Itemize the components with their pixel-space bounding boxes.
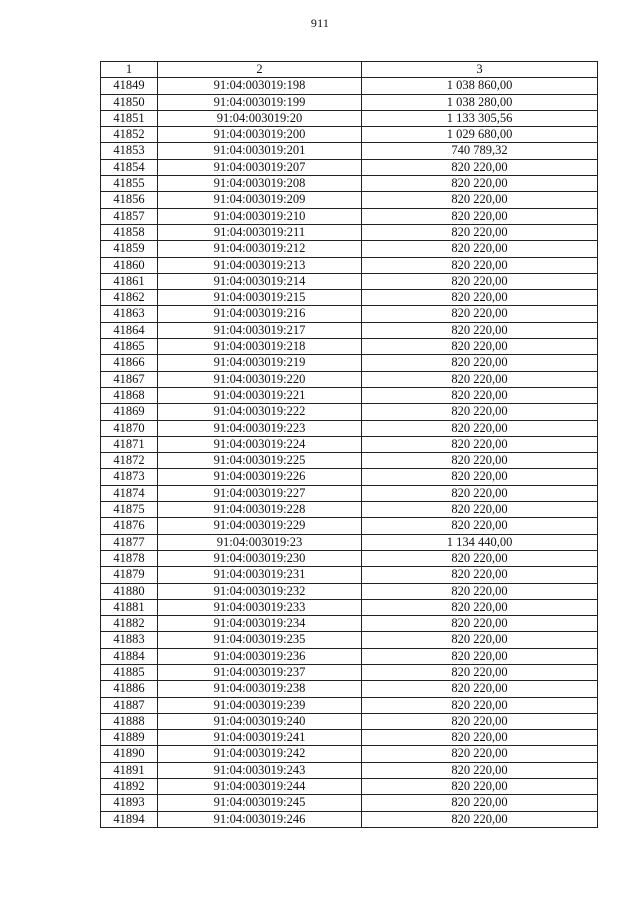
table-row	[101, 795, 598, 811]
row-number-cell: 41869	[101, 404, 158, 420]
table-row	[101, 110, 598, 126]
column-header-1: 1	[101, 62, 158, 78]
value-cell: 1 134 440,00	[362, 534, 598, 550]
value-cell: 740 789,32	[362, 143, 598, 159]
table-row	[101, 762, 598, 778]
cadastral-number-cell: 91:04:003019:218	[158, 339, 362, 355]
value-cell: 820 220,00	[362, 485, 598, 501]
row-number-cell: 41865	[101, 339, 158, 355]
value-cell: 820 220,00	[362, 176, 598, 192]
table-row	[101, 664, 598, 680]
value-cell: 820 220,00	[362, 632, 598, 648]
cadastral-number-cell: 91:04:003019:239	[158, 697, 362, 713]
page-number: 911	[310, 16, 330, 30]
cadastral-number-cell: 91:04:003019:227	[158, 485, 362, 501]
cadastral-number-cell: 91:04:003019:201	[158, 143, 362, 159]
value-cell: 820 220,00	[362, 257, 598, 273]
cadastral-number-cell: 91:04:003019:210	[158, 208, 362, 224]
row-number-cell: 41887	[101, 697, 158, 713]
cadastral-number-cell: 91:04:003019:198	[158, 78, 362, 94]
table-row	[101, 502, 598, 518]
cadastral-number-cell: 91:04:003019:209	[158, 192, 362, 208]
cadastral-number-cell: 91:04:003019:208	[158, 176, 362, 192]
row-number-cell: 41857	[101, 208, 158, 224]
cadastral-number-cell: 91:04:003019:238	[158, 681, 362, 697]
table-row	[101, 306, 598, 322]
value-cell: 820 220,00	[362, 567, 598, 583]
cadastral-number-cell: 91:04:003019:235	[158, 632, 362, 648]
row-number-cell: 41849	[101, 78, 158, 94]
value-cell: 820 220,00	[362, 502, 598, 518]
cadastral-number-cell: 91:04:003019:223	[158, 420, 362, 436]
value-cell: 820 220,00	[362, 420, 598, 436]
row-number-cell: 41859	[101, 241, 158, 257]
cadastral-number-cell: 91:04:003019:224	[158, 436, 362, 452]
value-cell: 1 038 860,00	[362, 78, 598, 94]
row-number-cell: 41870	[101, 420, 158, 436]
cadastral-number-cell: 91:04:003019:215	[158, 290, 362, 306]
value-cell: 820 220,00	[362, 811, 598, 827]
value-cell: 820 220,00	[362, 453, 598, 469]
cadastral-number-cell: 91:04:003019:213	[158, 257, 362, 273]
cadastral-number-cell: 91:04:003019:219	[158, 355, 362, 371]
row-number-cell: 41892	[101, 779, 158, 795]
row-number-cell: 41858	[101, 224, 158, 240]
value-cell: 820 220,00	[362, 697, 598, 713]
table-row	[101, 518, 598, 534]
cadastral-number-cell: 91:04:003019:214	[158, 273, 362, 289]
cadastral-number-cell: 91:04:003019:229	[158, 518, 362, 534]
cadastral-number-cell: 91:04:003019:243	[158, 762, 362, 778]
table-row	[101, 355, 598, 371]
table-row	[101, 159, 598, 175]
table-header-row	[101, 62, 598, 78]
row-number-cell: 41886	[101, 681, 158, 697]
table-row	[101, 534, 598, 550]
table-row	[101, 224, 598, 240]
row-number-cell: 41880	[101, 583, 158, 599]
value-cell: 820 220,00	[362, 208, 598, 224]
cadastral-number-cell: 91:04:003019:230	[158, 550, 362, 566]
row-number-cell: 41864	[101, 322, 158, 338]
table-row	[101, 730, 598, 746]
row-number-cell: 41882	[101, 616, 158, 632]
cadastral-number-cell: 91:04:003019:220	[158, 371, 362, 387]
value-cell: 820 220,00	[362, 159, 598, 175]
row-number-cell: 41868	[101, 387, 158, 403]
row-number-cell: 41878	[101, 550, 158, 566]
row-number-cell: 41856	[101, 192, 158, 208]
table-row	[101, 371, 598, 387]
value-cell: 820 220,00	[362, 224, 598, 240]
cadastral-number-cell: 91:04:003019:233	[158, 599, 362, 615]
table-row	[101, 208, 598, 224]
value-cell: 820 220,00	[362, 306, 598, 322]
table-row	[101, 583, 598, 599]
table-row	[101, 436, 598, 452]
value-cell: 820 220,00	[362, 779, 598, 795]
value-cell: 1 038 280,00	[362, 94, 598, 110]
table-row	[101, 420, 598, 436]
value-cell: 820 220,00	[362, 746, 598, 762]
row-number-cell: 41850	[101, 94, 158, 110]
table-row	[101, 404, 598, 420]
cadastral-number-cell: 91:04:003019:221	[158, 387, 362, 403]
value-cell: 1 029 680,00	[362, 127, 598, 143]
cadastral-number-cell: 91:04:003019:231	[158, 567, 362, 583]
value-cell: 820 220,00	[362, 550, 598, 566]
row-number-cell: 41872	[101, 453, 158, 469]
value-cell: 820 220,00	[362, 355, 598, 371]
table-row	[101, 290, 598, 306]
value-cell: 820 220,00	[362, 664, 598, 680]
value-cell: 820 220,00	[362, 371, 598, 387]
table-row	[101, 78, 598, 94]
value-cell: 820 220,00	[362, 713, 598, 729]
cadastral-number-cell: 91:04:003019:228	[158, 502, 362, 518]
row-number-cell: 41851	[101, 110, 158, 126]
row-number-cell: 41894	[101, 811, 158, 827]
cadastral-number-cell: 91:04:003019:244	[158, 779, 362, 795]
cadastral-number-cell: 91:04:003019:245	[158, 795, 362, 811]
table-row	[101, 257, 598, 273]
registry-table	[100, 61, 598, 828]
cadastral-number-cell: 91:04:003019:207	[158, 159, 362, 175]
table-row	[101, 681, 598, 697]
table-header	[101, 62, 598, 78]
table-row	[101, 648, 598, 664]
cadastral-number-cell: 91:04:003019:242	[158, 746, 362, 762]
value-cell: 820 220,00	[362, 387, 598, 403]
table-row	[101, 469, 598, 485]
row-number-cell: 41861	[101, 273, 158, 289]
row-number-cell: 41863	[101, 306, 158, 322]
row-number-cell: 41852	[101, 127, 158, 143]
value-cell: 820 220,00	[362, 404, 598, 420]
table-row	[101, 599, 598, 615]
row-number-cell: 41893	[101, 795, 158, 811]
row-number-cell: 41853	[101, 143, 158, 159]
row-number-cell: 41884	[101, 648, 158, 664]
cadastral-number-cell: 91:04:003019:240	[158, 713, 362, 729]
cadastral-number-cell: 91:04:003019:232	[158, 583, 362, 599]
cadastral-number-cell: 91:04:003019:212	[158, 241, 362, 257]
table-row	[101, 779, 598, 795]
table-row	[101, 241, 598, 257]
value-cell: 820 220,00	[362, 648, 598, 664]
table-row	[101, 143, 598, 159]
row-number-cell: 41855	[101, 176, 158, 192]
table-row	[101, 485, 598, 501]
column-header-3: 3	[362, 62, 598, 78]
row-number-cell: 41876	[101, 518, 158, 534]
row-number-cell: 41866	[101, 355, 158, 371]
cadastral-number-cell: 91:04:003019:237	[158, 664, 362, 680]
table-row	[101, 387, 598, 403]
value-cell: 820 220,00	[362, 192, 598, 208]
table-row	[101, 713, 598, 729]
cadastral-number-cell: 91:04:003019:217	[158, 322, 362, 338]
row-number-cell: 41873	[101, 469, 158, 485]
value-cell: 820 220,00	[362, 616, 598, 632]
row-number-cell: 41889	[101, 730, 158, 746]
value-cell: 820 220,00	[362, 290, 598, 306]
row-number-cell: 41883	[101, 632, 158, 648]
table-row	[101, 273, 598, 289]
cadastral-number-cell: 91:04:003019:200	[158, 127, 362, 143]
cadastral-number-cell: 91:04:003019:225	[158, 453, 362, 469]
row-number-cell: 41881	[101, 599, 158, 615]
cadastral-number-cell: 91:04:003019:211	[158, 224, 362, 240]
table-row	[101, 616, 598, 632]
table-row	[101, 746, 598, 762]
table-body	[101, 78, 598, 828]
value-cell: 1 133 305,56	[362, 110, 598, 126]
value-cell: 820 220,00	[362, 241, 598, 257]
table-row	[101, 811, 598, 827]
table-row	[101, 567, 598, 583]
row-number-cell: 41867	[101, 371, 158, 387]
cadastral-number-cell: 91:04:003019:20	[158, 110, 362, 126]
row-number-cell: 41890	[101, 746, 158, 762]
value-cell: 820 220,00	[362, 795, 598, 811]
row-number-cell: 41891	[101, 762, 158, 778]
column-header-2: 2	[158, 62, 362, 78]
table-row	[101, 632, 598, 648]
value-cell: 820 220,00	[362, 762, 598, 778]
table-row	[101, 94, 598, 110]
row-number-cell: 41877	[101, 534, 158, 550]
value-cell: 820 220,00	[362, 322, 598, 338]
table-row	[101, 127, 598, 143]
table-row	[101, 339, 598, 355]
table-row	[101, 176, 598, 192]
value-cell: 820 220,00	[362, 339, 598, 355]
table-row	[101, 550, 598, 566]
cadastral-number-cell: 91:04:003019:222	[158, 404, 362, 420]
row-number-cell: 41854	[101, 159, 158, 175]
cadastral-number-cell: 91:04:003019:234	[158, 616, 362, 632]
cadastral-number-cell: 91:04:003019:23	[158, 534, 362, 550]
cadastral-number-cell: 91:04:003019:241	[158, 730, 362, 746]
value-cell: 820 220,00	[362, 599, 598, 615]
cadastral-number-cell: 91:04:003019:236	[158, 648, 362, 664]
cadastral-number-cell: 91:04:003019:216	[158, 306, 362, 322]
row-number-cell: 41860	[101, 257, 158, 273]
value-cell: 820 220,00	[362, 436, 598, 452]
value-cell: 820 220,00	[362, 469, 598, 485]
row-number-cell: 41862	[101, 290, 158, 306]
row-number-cell: 41885	[101, 664, 158, 680]
value-cell: 820 220,00	[362, 518, 598, 534]
value-cell: 820 220,00	[362, 273, 598, 289]
value-cell: 820 220,00	[362, 583, 598, 599]
value-cell: 820 220,00	[362, 730, 598, 746]
cadastral-number-cell: 91:04:003019:246	[158, 811, 362, 827]
row-number-cell: 41888	[101, 713, 158, 729]
row-number-cell: 41874	[101, 485, 158, 501]
table-row	[101, 322, 598, 338]
value-cell: 820 220,00	[362, 681, 598, 697]
cadastral-number-cell: 91:04:003019:226	[158, 469, 362, 485]
row-number-cell: 41875	[101, 502, 158, 518]
table-row	[101, 697, 598, 713]
cadastral-number-cell: 91:04:003019:199	[158, 94, 362, 110]
table-row	[101, 192, 598, 208]
row-number-cell: 41871	[101, 436, 158, 452]
row-number-cell: 41879	[101, 567, 158, 583]
table-row	[101, 453, 598, 469]
